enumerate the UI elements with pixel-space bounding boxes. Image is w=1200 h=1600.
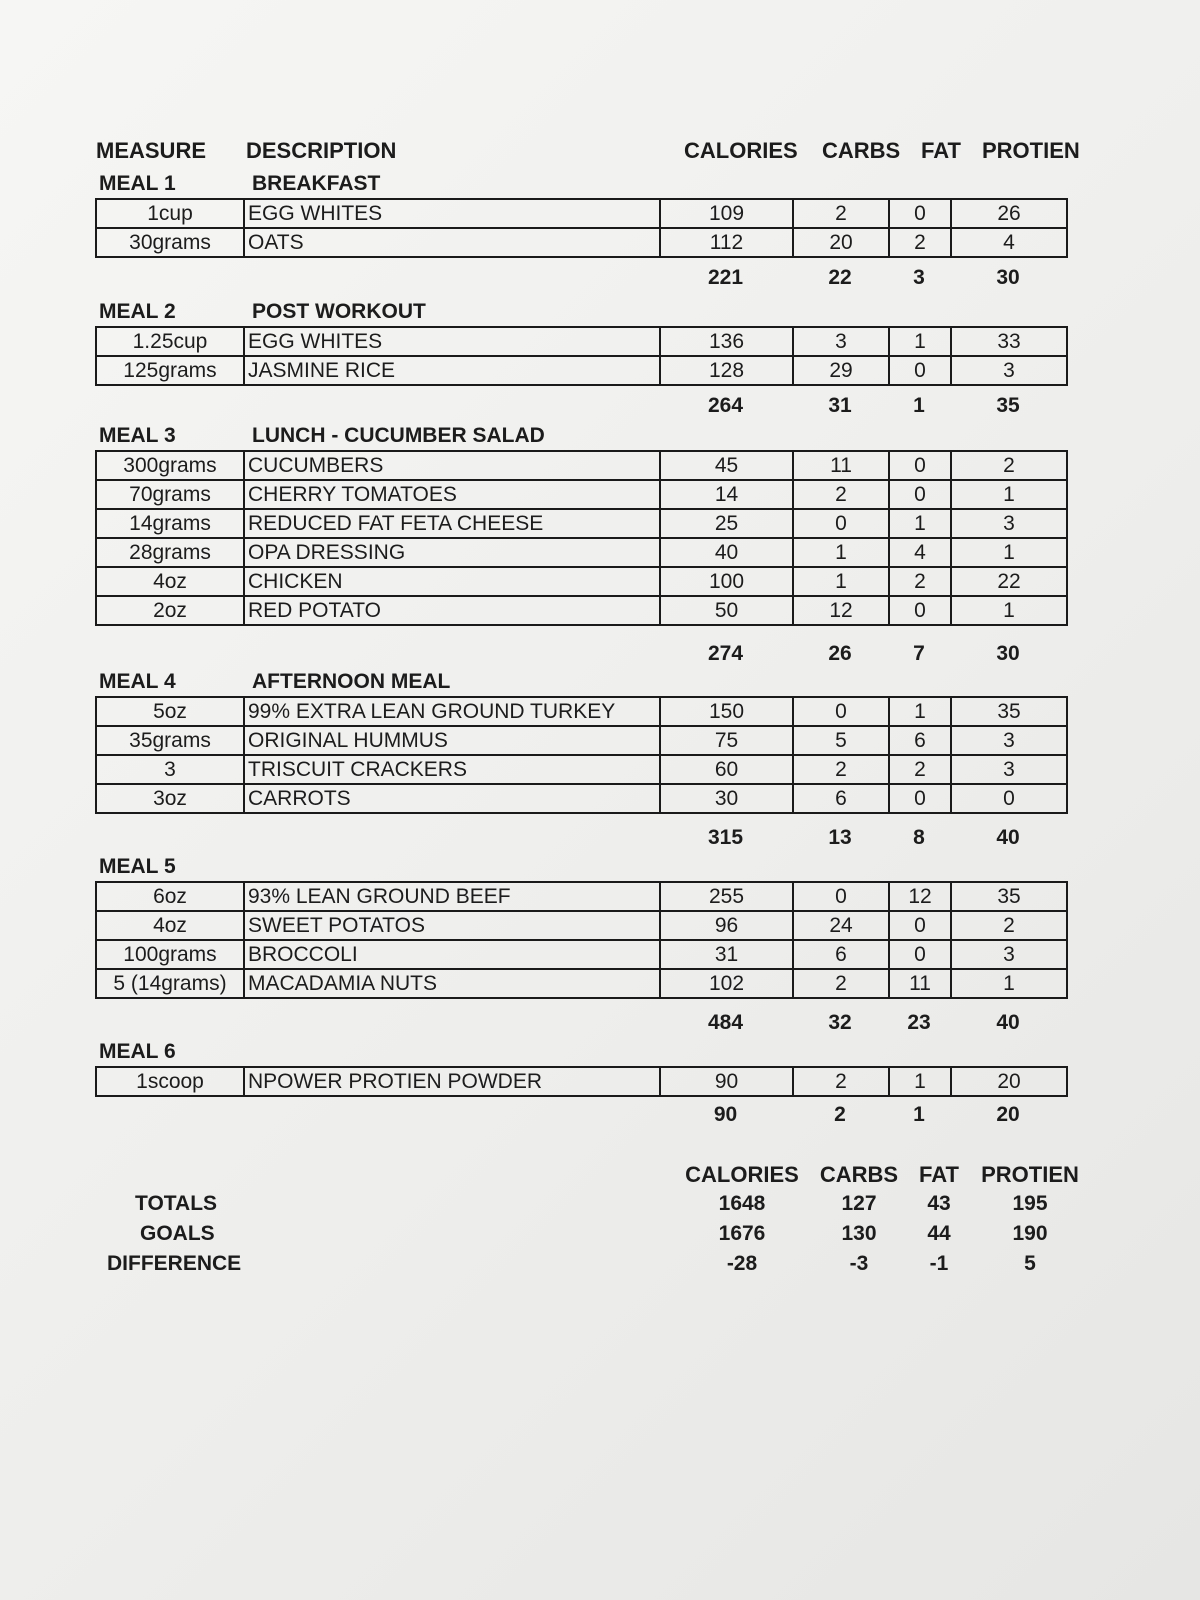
table-row xyxy=(96,327,1067,356)
calories-cell: 75 xyxy=(660,726,793,755)
summary-difference-fat: -1 xyxy=(929,1252,949,1275)
carbs-cell: 0 xyxy=(793,882,889,911)
fat-cell: 1 xyxy=(889,697,951,726)
protein-cell: 33 xyxy=(951,327,1067,356)
carbs-cell: 20 xyxy=(793,228,889,257)
protein-cell: 1 xyxy=(951,969,1067,998)
calories-cell: 31 xyxy=(660,940,793,969)
meal-total-calories: 221 xyxy=(707,266,744,289)
header-description: DESCRIPTION xyxy=(246,138,397,163)
meal-total-calories: 264 xyxy=(707,394,744,417)
summary-goals-protein: 190 xyxy=(1012,1222,1048,1245)
calories-cell: 25 xyxy=(660,509,793,538)
fat-cell: 2 xyxy=(889,228,951,257)
summary-header-fat: FAT xyxy=(919,1162,959,1187)
meal-total-fat: 23 xyxy=(907,1011,931,1034)
fat-cell: 0 xyxy=(889,199,951,228)
summary-goals-fat: 44 xyxy=(927,1222,951,1245)
protein-cell: 22 xyxy=(951,567,1067,596)
summary-label-totals: TOTALS xyxy=(135,1192,218,1215)
description-cell: CARROTS xyxy=(244,784,660,813)
calories-cell: 150 xyxy=(660,697,793,726)
fat-cell: 2 xyxy=(889,567,951,596)
meal-total-protein: 40 xyxy=(996,1011,1020,1034)
fat-cell: 1 xyxy=(889,509,951,538)
description-cell: SWEET POTATOS xyxy=(244,911,660,940)
meal-label: MEAL 5 xyxy=(99,855,176,878)
meal-name: POST WORKOUT xyxy=(252,300,426,323)
description-cell: BROCCOLI xyxy=(244,940,660,969)
description-cell: 99% EXTRA LEAN GROUND TURKEY xyxy=(244,697,660,726)
measure-cell: 4oz xyxy=(96,911,244,940)
measure-cell: 300grams xyxy=(96,451,244,480)
table-row xyxy=(96,356,1067,385)
measure-cell: 3oz xyxy=(96,784,244,813)
description-cell: TRISCUIT CRACKERS xyxy=(244,755,660,784)
protein-cell: 0 xyxy=(951,784,1067,813)
meal-total-carbs: 31 xyxy=(828,394,852,417)
fat-cell: 1 xyxy=(889,327,951,356)
fat-cell: 11 xyxy=(889,969,951,998)
carbs-cell: 6 xyxy=(793,784,889,813)
meal-total-fat: 1 xyxy=(913,1103,925,1126)
measure-cell: 35grams xyxy=(96,726,244,755)
meal-total-calories: 315 xyxy=(707,826,744,849)
carbs-cell: 1 xyxy=(793,538,889,567)
meal-total-protein: 35 xyxy=(996,394,1020,417)
meal-label: MEAL 6 xyxy=(99,1040,176,1063)
table-row xyxy=(96,726,1067,755)
meal-table xyxy=(95,881,1068,999)
meal-total-carbs: 13 xyxy=(828,826,852,849)
summary-totals-carbs: 127 xyxy=(841,1192,877,1215)
fat-cell: 0 xyxy=(889,356,951,385)
description-cell: OATS xyxy=(244,228,660,257)
fat-cell: 4 xyxy=(889,538,951,567)
meal-total-fat: 8 xyxy=(913,826,925,849)
protein-cell: 20 xyxy=(951,1067,1067,1096)
carbs-cell: 6 xyxy=(793,940,889,969)
summary-difference-protein: 5 xyxy=(1024,1252,1036,1275)
summary-label-goals: GOALS xyxy=(140,1222,215,1245)
description-cell: JASMINE RICE xyxy=(244,356,660,385)
calories-cell: 100 xyxy=(660,567,793,596)
meal-total-calories: 90 xyxy=(713,1103,738,1126)
fat-cell: 0 xyxy=(889,911,951,940)
calories-cell: 136 xyxy=(660,327,793,356)
fat-cell: 0 xyxy=(889,451,951,480)
fat-cell: 1 xyxy=(889,1067,951,1096)
description-cell: MACADAMIA NUTS xyxy=(244,969,660,998)
meal-name: BREAKFAST xyxy=(252,172,381,195)
meal-total-protein: 30 xyxy=(996,642,1020,665)
measure-cell: 14grams xyxy=(96,509,244,538)
description-cell: EGG WHITES xyxy=(244,327,660,356)
table-row xyxy=(96,199,1067,228)
carbs-cell: 2 xyxy=(793,1067,889,1096)
fat-cell: 0 xyxy=(889,480,951,509)
meal-label: MEAL 1 xyxy=(99,172,176,195)
calories-cell: 96 xyxy=(660,911,793,940)
table-row xyxy=(96,1067,1067,1096)
summary-header-protein: PROTIEN xyxy=(981,1162,1079,1187)
description-cell: EGG WHITES xyxy=(244,199,660,228)
description-cell: ORIGINAL HUMMUS xyxy=(244,726,660,755)
header-calories: CALORIES xyxy=(684,138,798,163)
carbs-cell: 0 xyxy=(793,509,889,538)
table-row xyxy=(96,596,1067,625)
table-row xyxy=(96,228,1067,257)
fat-cell: 0 xyxy=(889,784,951,813)
meal-total-carbs: 26 xyxy=(828,642,852,665)
meal-table xyxy=(95,1066,1068,1097)
measure-cell: 125grams xyxy=(96,356,244,385)
protein-cell: 35 xyxy=(951,882,1067,911)
calories-cell: 14 xyxy=(660,480,793,509)
calories-cell: 90 xyxy=(660,1067,793,1096)
meal-label: MEAL 4 xyxy=(99,670,176,693)
fat-cell: 0 xyxy=(889,596,951,625)
header-fat: FAT xyxy=(921,138,961,163)
header-carbs: CARBS xyxy=(822,138,901,163)
meal-table xyxy=(95,326,1068,386)
summary-totals-fat: 43 xyxy=(927,1192,951,1215)
measure-cell: 5 (14grams) xyxy=(96,969,244,998)
protein-cell: 2 xyxy=(951,451,1067,480)
protein-cell: 35 xyxy=(951,697,1067,726)
carbs-cell: 2 xyxy=(793,755,889,784)
meal-table xyxy=(95,696,1068,814)
meal-total-carbs: 22 xyxy=(828,266,852,289)
protein-cell: 1 xyxy=(951,596,1067,625)
meal-total-carbs: 2 xyxy=(834,1103,846,1126)
meal-table xyxy=(95,450,1068,626)
description-cell: CHERRY TOMATOES xyxy=(244,480,660,509)
measure-cell: 6oz xyxy=(96,882,244,911)
summary-header-carbs: CARBS xyxy=(819,1162,899,1187)
calories-cell: 40 xyxy=(660,538,793,567)
carbs-cell: 12 xyxy=(793,596,889,625)
measure-cell: 4oz xyxy=(96,567,244,596)
calories-cell: 112 xyxy=(660,228,793,257)
summary-totals-protein: 195 xyxy=(1012,1192,1048,1215)
fat-cell: 0 xyxy=(889,940,951,969)
meal-table xyxy=(95,198,1068,258)
description-cell: NPOWER PROTIEN POWDER xyxy=(244,1067,660,1096)
carbs-cell: 29 xyxy=(793,356,889,385)
description-cell: CUCUMBERS xyxy=(244,451,660,480)
summary-totals-calories: 1648 xyxy=(718,1192,766,1215)
description-cell: 93% LEAN GROUND BEEF xyxy=(244,882,660,911)
carbs-cell: 2 xyxy=(793,199,889,228)
calories-cell: 60 xyxy=(660,755,793,784)
summary-goals-calories: 1676 xyxy=(718,1222,766,1245)
calories-cell: 255 xyxy=(660,882,793,911)
summary-label-difference: DIFFERENCE xyxy=(107,1252,242,1275)
meal-total-calories: 274 xyxy=(707,642,744,665)
calories-cell: 50 xyxy=(660,596,793,625)
calories-cell: 45 xyxy=(660,451,793,480)
summary-header-calories: CALORIES xyxy=(685,1162,799,1187)
measure-cell: 5oz xyxy=(96,697,244,726)
measure-cell: 1scoop xyxy=(96,1067,244,1096)
meal-total-calories: 484 xyxy=(707,1011,744,1034)
carbs-cell: 24 xyxy=(793,911,889,940)
table-row xyxy=(96,969,1067,998)
protein-cell: 3 xyxy=(951,755,1067,784)
calories-cell: 30 xyxy=(660,784,793,813)
carbs-cell: 11 xyxy=(793,451,889,480)
header-measure: MEASURE xyxy=(96,138,207,163)
table-row xyxy=(96,697,1067,726)
protein-cell: 3 xyxy=(951,356,1067,385)
carbs-cell: 2 xyxy=(793,480,889,509)
fat-cell: 2 xyxy=(889,755,951,784)
table-row xyxy=(96,480,1067,509)
fat-cell: 12 xyxy=(889,882,951,911)
meal-name: AFTERNOON MEAL xyxy=(252,670,451,693)
carbs-cell: 3 xyxy=(793,327,889,356)
table-row xyxy=(96,882,1067,911)
summary-goals-carbs: 130 xyxy=(841,1222,877,1245)
measure-cell: 1.25cup xyxy=(96,327,244,356)
measure-cell: 1cup xyxy=(96,199,244,228)
protein-cell: 1 xyxy=(951,538,1067,567)
measure-cell: 2oz xyxy=(96,596,244,625)
protein-cell: 1 xyxy=(951,480,1067,509)
protein-cell: 3 xyxy=(951,509,1067,538)
table-row xyxy=(96,538,1067,567)
fat-cell: 6 xyxy=(889,726,951,755)
table-row xyxy=(96,509,1067,538)
calories-cell: 128 xyxy=(660,356,793,385)
meal-name: LUNCH - CUCUMBER SALAD xyxy=(252,424,545,447)
summary-difference-carbs: -3 xyxy=(849,1252,869,1275)
description-cell: REDUCED FAT FETA CHEESE xyxy=(244,509,660,538)
header-protein: PROTIEN xyxy=(982,138,1080,163)
protein-cell: 4 xyxy=(951,228,1067,257)
carbs-cell: 1 xyxy=(793,567,889,596)
meal-label: MEAL 3 xyxy=(99,424,176,447)
measure-cell: 28grams xyxy=(96,538,244,567)
description-cell: CHICKEN xyxy=(244,567,660,596)
table-row xyxy=(96,940,1067,969)
meal-total-carbs: 32 xyxy=(828,1011,852,1034)
protein-cell: 3 xyxy=(951,726,1067,755)
meal-total-fat: 1 xyxy=(913,394,925,417)
measure-cell: 70grams xyxy=(96,480,244,509)
table-row xyxy=(96,451,1067,480)
meal-label: MEAL 2 xyxy=(99,300,176,323)
table-row xyxy=(96,755,1067,784)
table-row xyxy=(96,911,1067,940)
description-cell: OPA DRESSING xyxy=(244,538,660,567)
table-row xyxy=(96,567,1067,596)
measure-cell: 3 xyxy=(96,755,244,784)
table-row xyxy=(96,784,1067,813)
calories-cell: 102 xyxy=(660,969,793,998)
calories-cell: 109 xyxy=(660,199,793,228)
protein-cell: 2 xyxy=(951,911,1067,940)
meal-total-protein: 20 xyxy=(996,1103,1020,1126)
measure-cell: 100grams xyxy=(96,940,244,969)
protein-cell: 26 xyxy=(951,199,1067,228)
meal-total-protein: 30 xyxy=(996,266,1020,289)
carbs-cell: 5 xyxy=(793,726,889,755)
carbs-cell: 0 xyxy=(793,697,889,726)
meal-total-protein: 40 xyxy=(996,826,1020,849)
protein-cell: 3 xyxy=(951,940,1067,969)
measure-cell: 30grams xyxy=(96,228,244,257)
summary-difference-calories: -28 xyxy=(726,1252,758,1275)
carbs-cell: 2 xyxy=(793,969,889,998)
meal-total-fat: 3 xyxy=(913,266,925,289)
description-cell: RED POTATO xyxy=(244,596,660,625)
meal-total-fat: 7 xyxy=(913,642,925,665)
